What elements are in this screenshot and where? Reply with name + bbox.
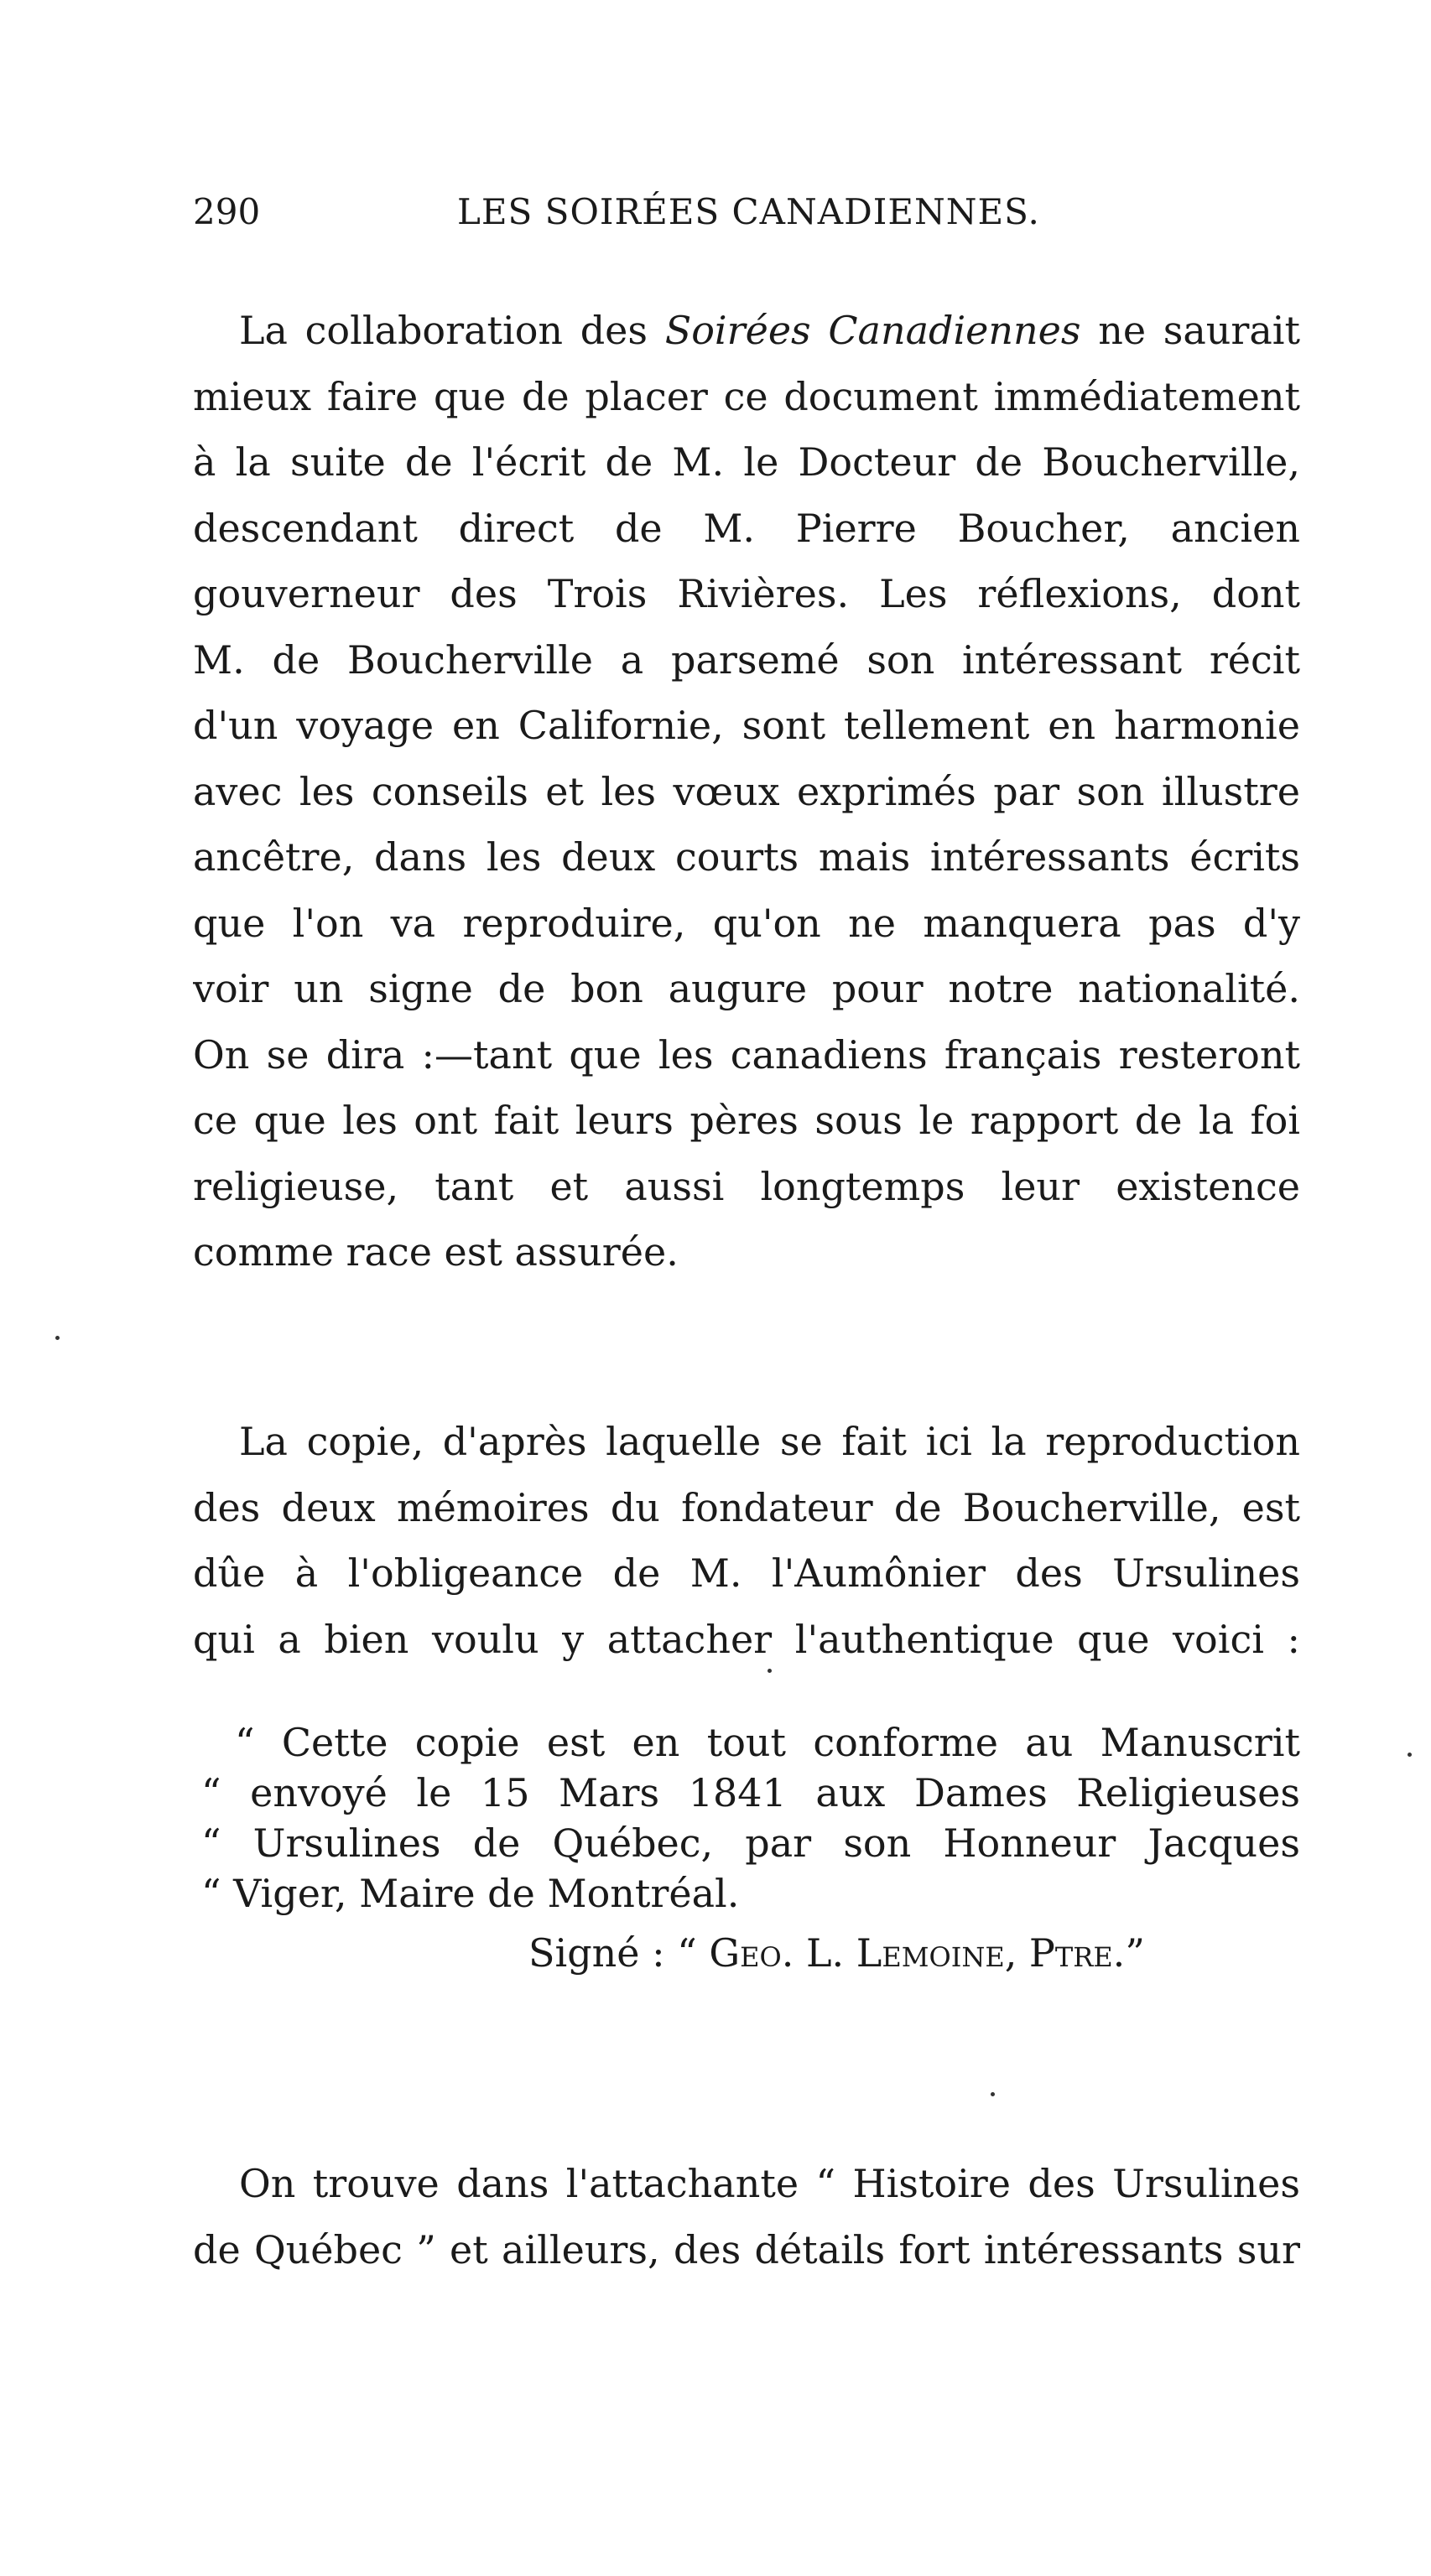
- paragraph-copie: [193, 1409, 1300, 1672]
- quote-line: “ Cette copie est en tout conforme au Manuscrit: [235, 1720, 1300, 1765]
- signature-name: Geo. L. Lemoine, Ptre.: [709, 1930, 1126, 1976]
- text-line: religieuse, tant et aussi longtemps leur existence: [193, 1163, 1300, 1209]
- paragraph-collaboration: [193, 298, 1300, 1285]
- text-line: On trouve dans l'attachante “ Histoire des Ursulines: [239, 2161, 1300, 2206]
- text-line: comme race est assurée.: [193, 1229, 679, 1275]
- text-line: ancêtre, dans les deux courts mais intéressants écrits: [193, 834, 1300, 880]
- text-line: voir un signe de bon augure pour notre nationalité.: [193, 966, 1300, 1011]
- quote-line: “ Ursulines de Québec, par son Honneur Jacques: [201, 1820, 1300, 1866]
- text-line: La copie, d'après laquelle se fait ici la reproduction: [239, 1419, 1300, 1464]
- scan-speck: [55, 1336, 60, 1340]
- text-line: dûe à l'obligeance de M. l'Aumônier des Ursulines: [193, 1550, 1300, 1596]
- text-line: des deux mémoires du fondateur de Boucherville, est: [193, 1484, 1300, 1530]
- text-line: que l'on va reproduire, qu'on ne manquera pas d'y: [193, 900, 1300, 946]
- attestation-quote: [201, 1717, 1300, 1919]
- journal-title: Soirées Canadiennes: [664, 308, 1081, 353]
- text-line: descendant direct de M. Pierre Boucher, ancien: [193, 505, 1300, 551]
- scan-speck: [991, 2092, 995, 2096]
- running-title: LES SOIRÉES CANADIENNES.: [457, 191, 1040, 232]
- scan-speck: [768, 1669, 772, 1673]
- text-line: avec les conseils et les vœux exprimés par son illustre: [193, 768, 1300, 814]
- quote-line: “ Viger, Maire de Montréal.: [201, 1871, 740, 1916]
- text-line: de Québec ” et ailleurs, des détails fort intéressants sur: [193, 2226, 1300, 2272]
- text-line: d'un voyage en Californie, sont tellement en harmonie: [193, 703, 1300, 748]
- paragraph-histoire: [193, 2151, 1300, 2283]
- signature-line: Signé : “ Geo. L. Lemoine, Ptre.”: [528, 1930, 1145, 1976]
- text-line: gouverneur des Trois Rivières. Les réflexions, dont: [193, 571, 1300, 616]
- text-line: La collaboration des Soirées Canadiennes ne saurait: [239, 308, 1300, 353]
- scan-speck: [1408, 1753, 1412, 1757]
- text-line: On se dira :—tant que les canadiens français resteront: [193, 1031, 1300, 1078]
- page-number: 290: [193, 191, 261, 232]
- text-line: ce que les ont fait leurs pères sous le rapport de la foi: [193, 1098, 1300, 1143]
- text-line: qui a bien voulu y attacher l'authentique que voici :: [193, 1616, 1300, 1662]
- quote-line: “ envoyé le 15 Mars 1841 aux Dames Religieuses: [201, 1770, 1300, 1815]
- running-head: [193, 191, 1309, 242]
- text-line: à la suite de l'écrit de M. le Docteur de Boucherville,: [193, 439, 1300, 485]
- text-line: M. de Boucherville a parsemé son intéressant récit: [193, 636, 1300, 683]
- text-line: mieux faire que de placer ce document immédiatement: [193, 373, 1300, 419]
